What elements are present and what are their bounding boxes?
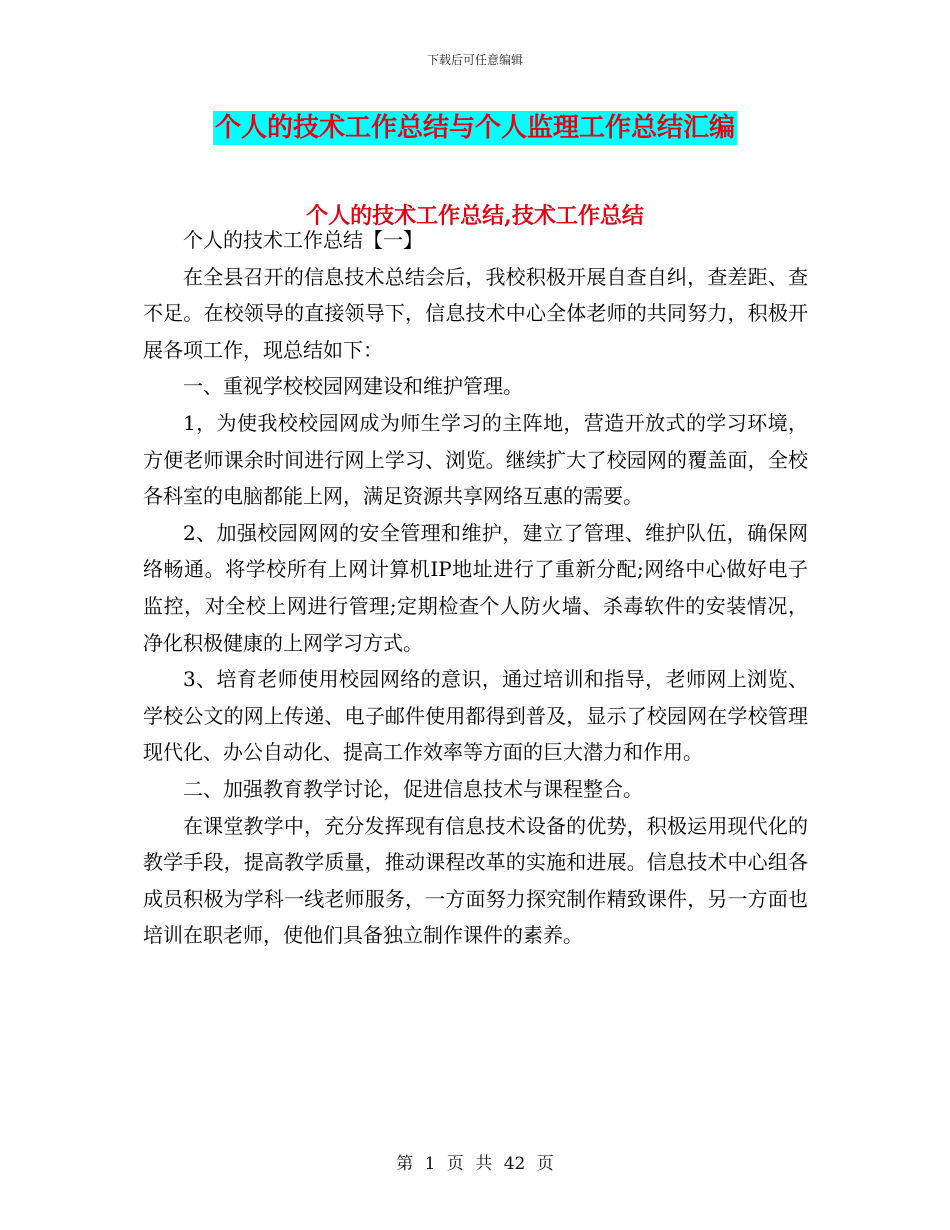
footer-page-number: 1 xyxy=(424,1154,436,1174)
main-title xyxy=(0,111,950,145)
paragraph-item-1: 1，为使我校校园网成为师生学习的主阵地，营造开放式的学习环境，方便老师课余时间进行网上学习、浏览。继续扩大了校园网的覆盖面，全校各科室的电脑都能上网，满足资源共享网络互惠的需要。 xyxy=(143,410,808,509)
paragraph-classroom: 在课堂教学中，充分发挥现有信息技术设备的优势，积极运用现代化的教学手段，提高教学质量，推动课程改革的实施和进展。信息技术中心组各成员积极为学科一线老师服务，一方面努力探究制作精致课件，另一方面也培训在职老师，使他们具备独立制作课件的素养。 xyxy=(143,813,808,948)
header-note: 下载后可任意编辑 xyxy=(426,53,523,67)
main-title-text: 个人的技术工作总结与个人监理工作总结汇编 xyxy=(214,113,735,143)
page-footer xyxy=(0,1153,950,1175)
footer-middle: 页 xyxy=(446,1154,464,1174)
footer-total-pages: 42 xyxy=(503,1154,526,1174)
sub-title: 个人的技术工作总结,技术工作总结 xyxy=(306,203,644,229)
paragraph-section-label: 个人的技术工作总结【一】 xyxy=(183,228,423,252)
paragraph-item-3: 3、培育老师使用校园网络的意识，通过培训和指导，老师网上浏览、学校公文的网上传递、电子邮件使用都得到普及，显示了校园网在学校管理现代化、办公自动化、提高工作效率等方面的巨大潜力和作用。 xyxy=(143,667,808,765)
footer-prefix: 第 xyxy=(396,1154,414,1174)
paragraph-heading-1: 一、重视学校校园网建设和维护管理。 xyxy=(183,374,523,399)
paragraph-item-2: 2、加强校园网网的安全管理和维护，建立了管理、维护队伍，确保网络畅通。将学校所有上网计算机IP地址进行了重新分配;网络中心做好电子监控，对全校上网进行管理;定期检查个人防火墙、杀毒软件的安装情况，净化积极健康的上网学习方式。 xyxy=(143,520,808,655)
footer-suffix: 页 xyxy=(536,1154,554,1174)
paragraph-intro: 在全县召开的信息技术总结会后，我校积极开展自查自纠，查差距、查不足。在校领导的直接领导下，信息技术中心全体老师的共同努力，积极开展各项工作，现总结如下： xyxy=(143,264,808,362)
paragraph-heading-2: 二、加强教育教学讨论，促进信息技术与课程整合。 xyxy=(183,776,643,801)
document-body xyxy=(143,222,808,954)
footer-total-prefix: 共 xyxy=(475,1154,493,1174)
